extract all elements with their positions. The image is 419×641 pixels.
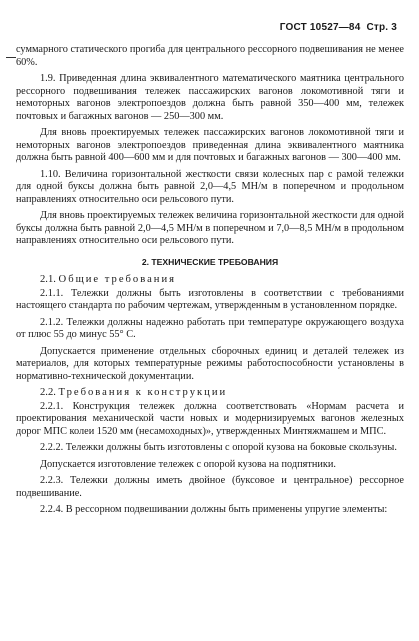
subsection-number: 2.1. <box>40 274 56 285</box>
section-heading: 2. ТЕХНИЧЕСКИЕ ТРЕБОВАНИЯ <box>141 256 279 267</box>
subsection-title: Требования к конструкции <box>58 387 228 398</box>
paragraph: 2.2.2. Тележки должны быть изготовлены с опорой кузова на боковые скользуны. <box>40 442 397 453</box>
body-text <box>16 44 404 521</box>
paragraph: 2.2.3. Тележки должны иметь двойное (буксовое и центральное) рессорное подвешивание. <box>16 475 404 499</box>
subsection-heading <box>16 274 404 287</box>
subsection-number: 2.2. <box>40 387 56 398</box>
subsection-title: Общие требования <box>58 274 176 285</box>
page-number: Стр. 3 <box>366 22 397 33</box>
paragraph: Для вновь проектируемых тележек пассажирских вагонов локомотивной тяги и немоторных вагонов электропоездов приведенная длина эквивалентного маятника должна быть равной 400—600 мм и для почтовых и багажных вагонов — 300—400 мм. <box>16 127 404 163</box>
paragraph: Для вновь проектируемых тележек величина горизонтальной жесткости для одной буксы должна быть равной 2,0—4,5 МН/м в поперечном и 7,0—8,5 МН/м в продольном направлениях относительно оси рельсового пути. <box>16 210 404 246</box>
page-header <box>280 22 397 33</box>
subsection-heading <box>16 387 404 400</box>
paragraph: Допускается изготовление тележек с опорой кузова на подпятники. <box>40 458 336 470</box>
margin-mark <box>6 57 16 58</box>
paragraph: 2.2.1. Конструкция тележек должна соответствовать «Нормам расчета и проектирования механической части новых и модернизируемых вагонов железных дорог МПС колеи 1520 мм (несамоходных)», утвержденных Минтяжмашем и МПС. <box>16 400 404 437</box>
paragraph: 2.1.2. Тележки должны надежно работать при температуре окружающего воздуха от плюс 55 до минус 55° C. <box>16 316 404 340</box>
paragraph: суммарного статического прогиба для центрального рессорного подвешивания не менее 60%. <box>16 44 404 68</box>
paragraph: 2.1.1. Тележки должны быть изготовлены в соответствии с требованиями настоящего стандарта по рабочим чертежам, утвержденным в установленном порядке. <box>16 287 404 311</box>
standard-number: ГОСТ 10527—84 <box>279 22 361 33</box>
paragraph: Допускается применение отдельных сборочных единиц и деталей тележек из материалов, для которых температурные режимы работоспособности установлены в нормативно-технической документации. <box>16 345 404 382</box>
paragraph: 2.2.4. В рессорном подвешивании должны быть применены упругие элементы: <box>40 504 388 515</box>
paragraph: 1.10. Величина горизонтальной жесткости связи колесных пар с рамой тележки для одной буксы должна быть равной 2,0—4,5 МН/м в поперечном и продольном направлениях относительно оси рельсового пути. <box>16 168 404 205</box>
paragraph: 1.9. Приведенная длина эквивалентного математического маятника центрального рессорного подвешивания тележек пассажирских вагонов локомотивной тяги и немоторных вагонов электропоездов должна быть равной 350—400 мм, тележек почтовых и багажных вагонов — 250—300 мм. <box>16 73 404 122</box>
